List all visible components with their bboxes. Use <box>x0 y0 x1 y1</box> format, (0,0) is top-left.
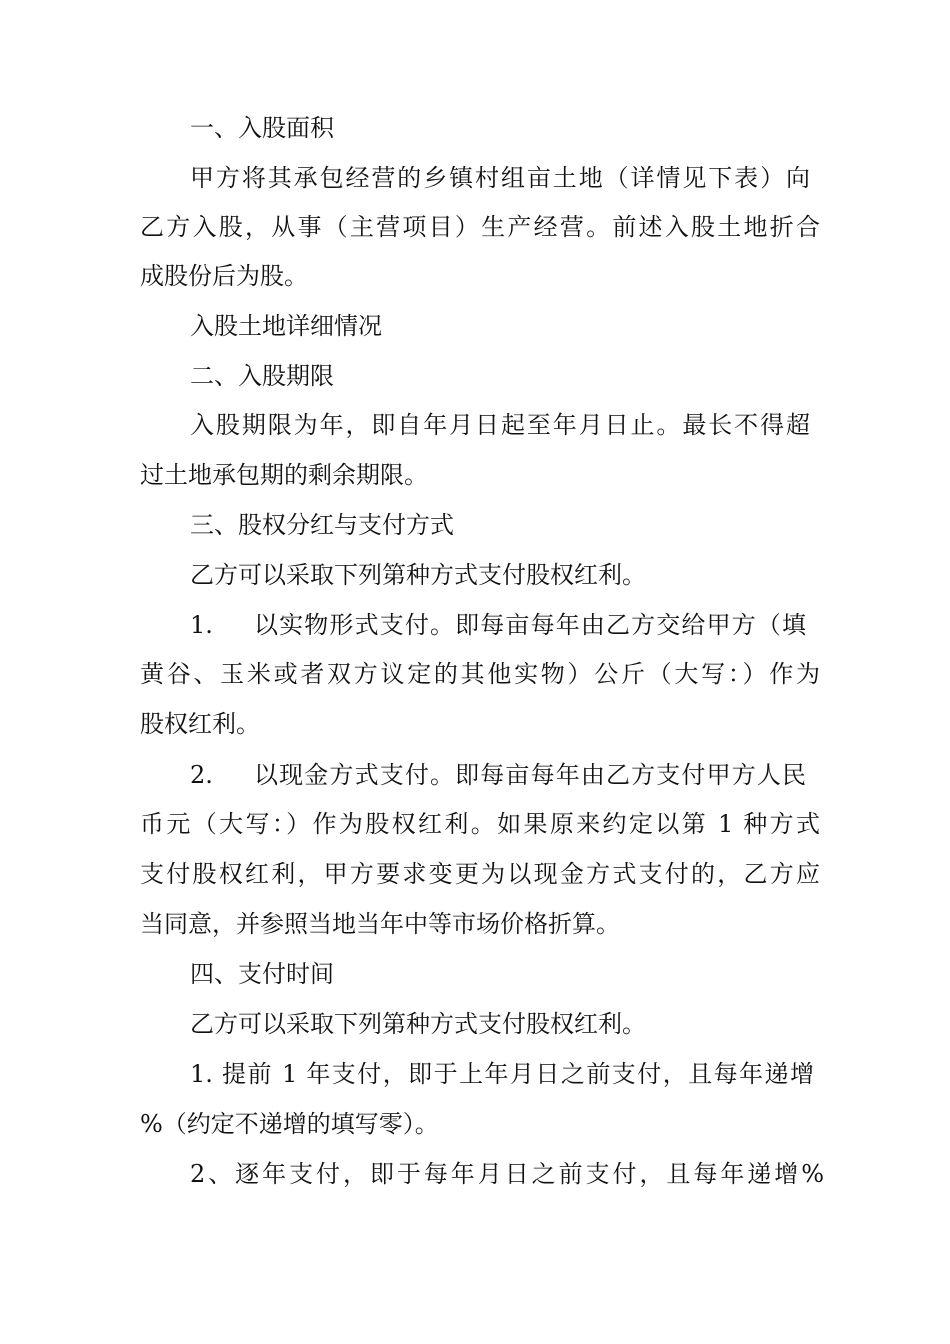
item2-text-line1: 以现金方式支付。即每亩每年由乙方支付甲方人民 <box>254 761 806 789</box>
section3-item1-line2: 黄谷、玉米或者双方议定的其他实物）公斤（大写：）作为 <box>140 660 820 688</box>
section4-item1-line1: 1. 提前 1 年支付，即于上年月日之前支付，且每年递增 <box>190 1060 814 1088</box>
item1-number: 1. <box>190 611 213 639</box>
section1-heading: 一、入股面积 <box>190 114 334 142</box>
section4-intro: 乙方可以采取下列第种方式支付股权红利。 <box>190 1010 646 1038</box>
section2-para-line2: 过土地承包期的剩余期限。 <box>140 461 428 489</box>
section3-heading: 三、股权分红与支付方式 <box>190 511 454 539</box>
section3-item2-line3: 支付股权红利，甲方要求变更为以现金方式支付的，乙方应 <box>140 860 820 888</box>
section3-item2-line1 <box>190 760 820 790</box>
section3-item2-line2: 币元（大写：）作为股权红利。如果原来约定以第 1 种方式 <box>140 810 820 838</box>
section3-item1-line1 <box>190 610 820 640</box>
section4-heading: 四、支付时间 <box>190 960 334 988</box>
section1-para-line1: 甲方将其承包经营的乡镇村组亩土地（详情见下表）向 <box>190 164 810 192</box>
section2-heading: 二、入股期限 <box>190 362 334 390</box>
section2-para-line1: 入股期限为年，即自年月日起至年月日止。最长不得超 <box>190 411 810 439</box>
section1-para-line3: 成股份后为股。 <box>140 262 308 290</box>
section3-item1-line3: 股权红利。 <box>140 710 260 738</box>
section1-para-line2: 乙方入股，从事（主营项目）生产经营。前述入股土地折合 <box>140 213 820 241</box>
item2-number: 2. <box>190 761 213 789</box>
section4-item1-line2: %（约定不递增的填写零）。 <box>140 1110 439 1138</box>
table-caption: 入股土地详细情况 <box>190 312 382 340</box>
section3-item2-line4: 当同意，并参照当地当年中等市场价格折算。 <box>140 910 620 938</box>
section3-intro: 乙方可以采取下列第种方式支付股权红利。 <box>190 561 646 589</box>
item1-text-line1: 以实物形式支付。即每亩每年由乙方交给甲方（填 <box>254 611 806 639</box>
section4-item2-line1: 2、逐年支付，即于每年月日之前支付，且每年递增% <box>190 1160 824 1188</box>
